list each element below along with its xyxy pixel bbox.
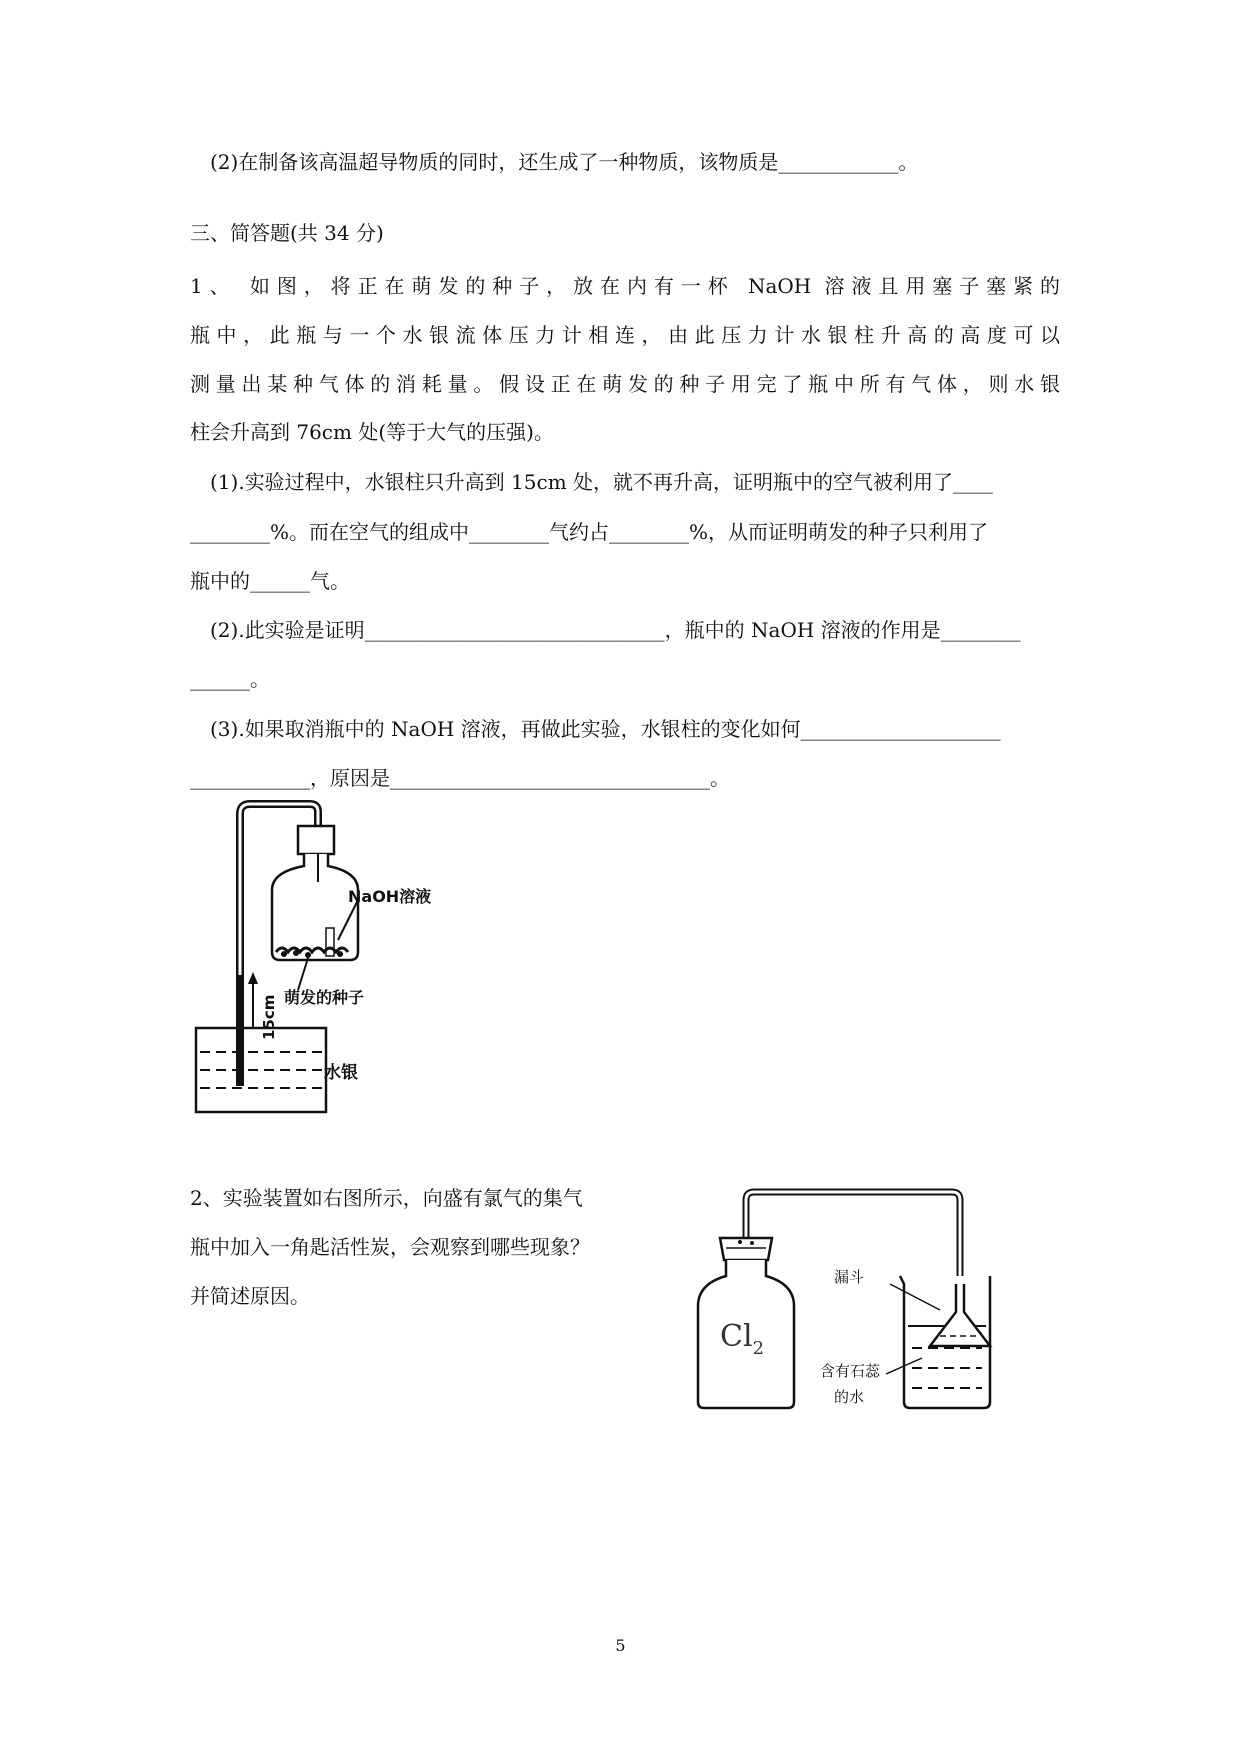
- q1-line-2: 瓶中，此瓶与一个水银流体压力计相连，由此压力计水银柱升高的高度可以: [190, 323, 1060, 347]
- seeds-label: 萌发的种子: [284, 988, 365, 1007]
- mercury-label: 水银: [324, 1063, 358, 1083]
- question-2-part-2: (2)在制备该高温超导物质的同时，还生成了一种物质，该物质是____________。: [210, 150, 919, 174]
- cl2-subscript: 2: [752, 1338, 765, 1359]
- page-number: 5: [615, 1636, 626, 1655]
- q1-part1-line-1: (1).实验过程中，水银柱只升高到 15cm 处，就不再升高，证明瓶中的空气被利用了____: [210, 470, 994, 494]
- q2-line-1: 2、实验装置如右图所示，向盛有氯气的集气: [190, 1186, 583, 1210]
- q1-part3-line-2: ____________，原因是________________________________。: [190, 766, 730, 790]
- q1-part2-line-1: (2).此实验是证明______________________________，瓶中的 NaOH 溶液的作用是________: [210, 618, 1021, 642]
- figure-chlorine-apparatus: [690, 1180, 1010, 1420]
- height-label: 15cm: [260, 994, 278, 1040]
- q2-line-3: 并简述原因。: [190, 1284, 310, 1308]
- litmus-water-label-1: 含有石蕊: [820, 1362, 881, 1380]
- figure-seed-experiment: [180, 790, 460, 1140]
- q1-part2-line-2: ______。: [190, 667, 270, 691]
- q1-part1-line-3: 瓶中的______气。: [190, 569, 350, 593]
- litmus-water-label-2: 的水: [834, 1388, 865, 1406]
- q1-line-4: 柱会升高到 76cm 处(等于大气的压强)。: [190, 420, 554, 444]
- cl2-label: Cl: [720, 1319, 753, 1354]
- bottle: [272, 826, 358, 960]
- q1-line-1: 1、 如图，将正在萌发的种子，放在内有一杯 NaOH 溶液且用塞子塞紧的: [190, 274, 1060, 298]
- q1-line-3: 测量出某种气体的消耗量。假设正在萌发的种子用完了瓶中所有气体，则水银: [190, 372, 1060, 396]
- naoh-label: NaOH溶液: [348, 887, 432, 906]
- q2-line-2: 瓶中加入一角匙活性炭，会观察到哪些现象？: [190, 1235, 590, 1259]
- q1-part1-line-2: ________%。而在空气的组成中________气约占________%，从而证明萌发的种子只利用了: [190, 520, 989, 544]
- q1-part3-line-1: (3).如果取消瓶中的 NaOH 溶液，再做此实验，水银柱的变化如何____________________: [210, 717, 1001, 741]
- funnel-label: 漏斗: [834, 1268, 865, 1286]
- section-title: 三、简答题(共 34 分): [190, 221, 384, 245]
